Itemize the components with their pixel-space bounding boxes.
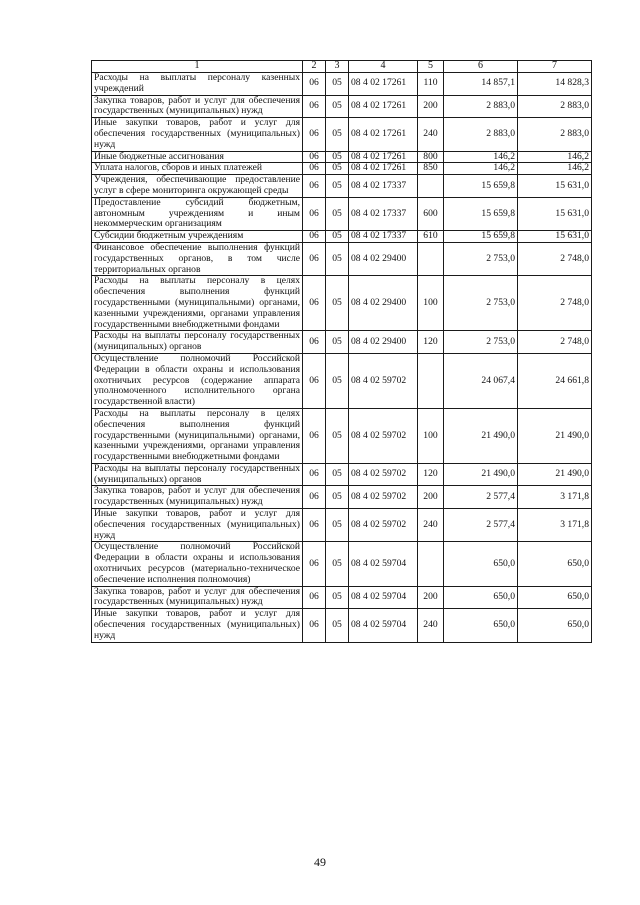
expense-type-cell: 110: [418, 73, 444, 96]
header-cell: 1: [92, 61, 303, 73]
amount-year1-cell: 15 659,8: [444, 197, 518, 230]
header-cell: 7: [518, 61, 592, 73]
header-cell: 2: [303, 61, 326, 73]
section-code-cell: 06: [303, 197, 326, 230]
subsection-code-cell: 05: [326, 163, 349, 175]
row-name-cell: Предоставление субсидий бюджетным, автономным учреждениям и иным некоммерческим организациям: [92, 197, 303, 230]
table-row: [92, 242, 592, 275]
expense-type-cell: [418, 542, 444, 586]
target-article-cell: 08 4 02 17261: [349, 95, 418, 118]
row-name-cell: Субсидии бюджетным учреждениям: [92, 231, 303, 243]
section-code-cell: 06: [303, 151, 326, 163]
target-article-cell: 08 4 02 59702: [349, 463, 418, 486]
subsection-code-cell: 05: [326, 118, 349, 151]
amount-year2-cell: 2 748,0: [518, 276, 592, 331]
target-article-cell: 08 4 02 59704: [349, 542, 418, 586]
table-row: [92, 118, 592, 151]
row-name-cell: Расходы на выплаты персоналу казенных учреждений: [92, 73, 303, 96]
row-name-cell: Расходы на выплаты персоналу государственных (муниципальных) органов: [92, 331, 303, 354]
row-name-cell: Закупка товаров, работ и услуг для обеспечения государственных (муниципальных) нужд: [92, 486, 303, 509]
row-name-cell: Закупка товаров, работ и услуг для обеспечения государственных (муниципальных) нужд: [92, 95, 303, 118]
target-article-cell: 08 4 02 17337: [349, 175, 418, 198]
row-name-cell: Учреждения, обеспечивающие предоставление услуг в сфере мониторинга окружающей среды: [92, 175, 303, 198]
header-cell: 5: [418, 61, 444, 73]
table-row: [92, 509, 592, 542]
subsection-code-cell: 05: [326, 353, 349, 408]
amount-year1-cell: 650,0: [444, 542, 518, 586]
expense-type-cell: 120: [418, 331, 444, 354]
section-code-cell: 06: [303, 331, 326, 354]
table-row: [92, 486, 592, 509]
table-row: [92, 175, 592, 198]
amount-year2-cell: 2 883,0: [518, 95, 592, 118]
section-code-cell: 06: [303, 542, 326, 586]
amount-year1-cell: 650,0: [444, 609, 518, 642]
table-row: [92, 73, 592, 96]
row-name-cell: Расходы на выплаты персоналу государственных (муниципальных) органов: [92, 463, 303, 486]
section-code-cell: 06: [303, 586, 326, 609]
subsection-code-cell: 05: [326, 276, 349, 331]
section-code-cell: 06: [303, 175, 326, 198]
amount-year2-cell: 15 631,0: [518, 197, 592, 230]
target-article-cell: 08 4 02 17261: [349, 118, 418, 151]
target-article-cell: 08 4 02 59704: [349, 586, 418, 609]
target-article-cell: 08 4 02 59704: [349, 609, 418, 642]
amount-year1-cell: 2 883,0: [444, 95, 518, 118]
expense-type-cell: 120: [418, 463, 444, 486]
subsection-code-cell: 05: [326, 175, 349, 198]
section-code-cell: 06: [303, 353, 326, 408]
amount-year1-cell: 15 659,8: [444, 231, 518, 243]
target-article-cell: 08 4 02 29400: [349, 276, 418, 331]
amount-year2-cell: 2 883,0: [518, 118, 592, 151]
amount-year2-cell: 14 828,3: [518, 73, 592, 96]
amount-year1-cell: 2 753,0: [444, 242, 518, 275]
target-article-cell: 08 4 02 17261: [349, 163, 418, 175]
amount-year2-cell: 650,0: [518, 542, 592, 586]
target-article-cell: 08 4 02 17261: [349, 73, 418, 96]
amount-year2-cell: 15 631,0: [518, 231, 592, 243]
amount-year2-cell: 15 631,0: [518, 175, 592, 198]
section-code-cell: 06: [303, 609, 326, 642]
expense-type-cell: [418, 353, 444, 408]
subsection-code-cell: 05: [326, 463, 349, 486]
amount-year1-cell: 146,2: [444, 151, 518, 163]
table-row: [92, 331, 592, 354]
amount-year2-cell: 3 171,8: [518, 509, 592, 542]
target-article-cell: 08 4 02 59702: [349, 353, 418, 408]
amount-year1-cell: 24 067,4: [444, 353, 518, 408]
row-name-cell: Иные закупки товаров, работ и услуг для обеспечения государственных (муниципальных) нужд: [92, 509, 303, 542]
row-name-cell: Расходы на выплаты персоналу в целях обеспечения выполнения функций государственными (муниципальными) органами, казенными учреждениями, органами управления государственными внебюджетными фондами: [92, 276, 303, 331]
amount-year1-cell: 2 753,0: [444, 331, 518, 354]
row-name-cell: Иные бюджетные ассигнования: [92, 151, 303, 163]
header-cell: 6: [444, 61, 518, 73]
row-name-cell: Расходы на выплаты персоналу в целях обеспечения выполнения функций государственными (муниципальными) органами, казенными учреждениями, органами управления государственными внебюджетными фондами: [92, 408, 303, 463]
amount-year2-cell: 24 661,8: [518, 353, 592, 408]
subsection-code-cell: 05: [326, 408, 349, 463]
expense-type-cell: 240: [418, 609, 444, 642]
page-number: 49: [314, 855, 326, 869]
amount-year2-cell: 21 490,0: [518, 463, 592, 486]
amount-year2-cell: 2 748,0: [518, 242, 592, 275]
target-article-cell: 08 4 02 29400: [349, 242, 418, 275]
table-row: [92, 163, 592, 175]
section-code-cell: 06: [303, 118, 326, 151]
expense-type-cell: 240: [418, 509, 444, 542]
amount-year2-cell: 650,0: [518, 609, 592, 642]
table-row: [92, 609, 592, 642]
table-row: [92, 231, 592, 243]
section-code-cell: 06: [303, 486, 326, 509]
amount-year1-cell: 21 490,0: [444, 463, 518, 486]
table-row: [92, 586, 592, 609]
expense-type-cell: 610: [418, 231, 444, 243]
header-cell: 4: [349, 61, 418, 73]
subsection-code-cell: 05: [326, 151, 349, 163]
table-row: [92, 95, 592, 118]
table-row: [92, 408, 592, 463]
table-header-row: [92, 61, 592, 73]
expense-type-cell: 200: [418, 95, 444, 118]
target-article-cell: 08 4 02 17261: [349, 151, 418, 163]
subsection-code-cell: 05: [326, 586, 349, 609]
section-code-cell: 06: [303, 95, 326, 118]
section-code-cell: 06: [303, 463, 326, 486]
expense-type-cell: 100: [418, 408, 444, 463]
table-row: [92, 151, 592, 163]
subsection-code-cell: 05: [326, 197, 349, 230]
amount-year2-cell: 21 490,0: [518, 408, 592, 463]
subsection-code-cell: 05: [326, 242, 349, 275]
amount-year2-cell: 146,2: [518, 163, 592, 175]
amount-year1-cell: 650,0: [444, 586, 518, 609]
amount-year1-cell: 14 857,1: [444, 73, 518, 96]
section-code-cell: 06: [303, 408, 326, 463]
expense-type-cell: 240: [418, 118, 444, 151]
table-row: [92, 197, 592, 230]
amount-year2-cell: 2 748,0: [518, 331, 592, 354]
row-name-cell: Уплата налогов, сборов и иных платежей: [92, 163, 303, 175]
expense-type-cell: 100: [418, 276, 444, 331]
amount-year1-cell: 2 753,0: [444, 276, 518, 331]
row-name-cell: Осуществление полномочий Российской Федерации в области охраны и использования охотничьих ресурсов (материально-техническое обеспечение исполнения полномочия): [92, 542, 303, 586]
table-row: [92, 276, 592, 331]
subsection-code-cell: 05: [326, 231, 349, 243]
section-code-cell: 06: [303, 73, 326, 96]
row-name-cell: Иные закупки товаров, работ и услуг для обеспечения государственных (муниципальных) нужд: [92, 118, 303, 151]
row-name-cell: Финансовое обеспечение выполнения функций государственных органов, в том числе территориальных органов: [92, 242, 303, 275]
section-code-cell: 06: [303, 231, 326, 243]
expense-type-cell: 200: [418, 486, 444, 509]
amount-year2-cell: 146,2: [518, 151, 592, 163]
budget-table: [91, 60, 592, 643]
table-row: [92, 542, 592, 586]
amount-year1-cell: 2 577,4: [444, 486, 518, 509]
section-code-cell: 06: [303, 276, 326, 331]
target-article-cell: 08 4 02 17337: [349, 197, 418, 230]
section-code-cell: 06: [303, 509, 326, 542]
expense-type-cell: 600: [418, 197, 444, 230]
table-row: [92, 463, 592, 486]
amount-year1-cell: 21 490,0: [444, 408, 518, 463]
row-name-cell: Иные закупки товаров, работ и услуг для обеспечения государственных (муниципальных) нужд: [92, 609, 303, 642]
amount-year2-cell: 650,0: [518, 586, 592, 609]
expense-type-cell: 200: [418, 586, 444, 609]
table-row: [92, 353, 592, 408]
subsection-code-cell: 05: [326, 542, 349, 586]
target-article-cell: 08 4 02 59702: [349, 408, 418, 463]
expense-type-cell: [418, 242, 444, 275]
subsection-code-cell: 05: [326, 95, 349, 118]
row-name-cell: Осуществление полномочий Российской Федерации в области охраны и использования охотничьих ресурсов (содержание аппарата уполномоченного исполнительного органа государственной власти): [92, 353, 303, 408]
subsection-code-cell: 05: [326, 509, 349, 542]
amount-year1-cell: 146,2: [444, 163, 518, 175]
target-article-cell: 08 4 02 59702: [349, 509, 418, 542]
subsection-code-cell: 05: [326, 486, 349, 509]
expense-type-cell: 800: [418, 151, 444, 163]
subsection-code-cell: 05: [326, 73, 349, 96]
amount-year1-cell: 2 577,4: [444, 509, 518, 542]
target-article-cell: 08 4 02 59702: [349, 486, 418, 509]
amount-year2-cell: 3 171,8: [518, 486, 592, 509]
amount-year1-cell: 2 883,0: [444, 118, 518, 151]
expense-type-cell: 850: [418, 163, 444, 175]
target-article-cell: 08 4 02 29400: [349, 331, 418, 354]
row-name-cell: Закупка товаров, работ и услуг для обеспечения государственных (муниципальных) нужд: [92, 586, 303, 609]
subsection-code-cell: 05: [326, 331, 349, 354]
amount-year1-cell: 15 659,8: [444, 175, 518, 198]
section-code-cell: 06: [303, 242, 326, 275]
expense-type-cell: [418, 175, 444, 198]
target-article-cell: 08 4 02 17337: [349, 231, 418, 243]
header-cell: 3: [326, 61, 349, 73]
section-code-cell: 06: [303, 163, 326, 175]
subsection-code-cell: 05: [326, 609, 349, 642]
